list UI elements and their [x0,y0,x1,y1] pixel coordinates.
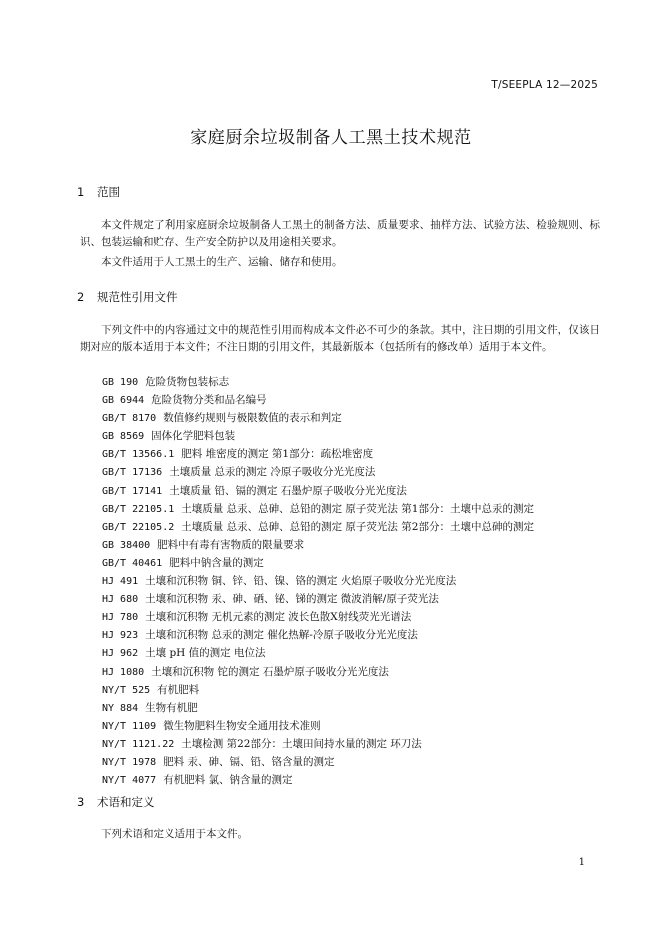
reference-code: NY/T 4077 [102,775,157,787]
reference-item [102,373,534,391]
reference-title: 固体化学肥料包装 [151,430,236,443]
reference-item [102,554,534,572]
section-number: 2 [77,290,85,304]
reference-title: 土壤和沉积物 无机元素的测定 波长色散X射线荧光光谱法 [145,611,412,624]
reference-code: GB 190 [102,377,139,388]
reference-item [102,753,534,771]
section-heading-normative-references [77,289,178,305]
reference-title: 土壤质量 铅、镉的测定 石墨炉原子吸收分光光度法 [169,484,407,497]
reference-title: 土壤和沉积物 铜、锌、铅、镍、铬的测定 火焰原子吸收分光光度法 [145,575,457,588]
reference-title: 有机肥料 [157,683,200,696]
reference-title: 土壤和沉积物 铊的测定 石墨炉原子吸收分光光度法 [151,665,389,678]
section-number: 3 [77,795,85,809]
reference-code: NY/T 525 [102,684,151,696]
reference-title: 有机肥料 氯、钠含量的测定 [163,774,293,787]
document-title: 家庭厨余垃圾制备人工黑土技术规范 [190,128,472,148]
document-code: T/SEEPLA 12—2025 [491,79,598,91]
reference-title: 危险货物包装标志 [145,376,230,388]
reference-code: GB/T 40461 [102,557,163,569]
paragraph: 本文件规定了利用家庭厨余垃圾制备人工黑土的制备方法、质量要求、抽样方法、试验方法、检验规则、标识、包装运输和贮存、生产安全防护以及用途相关要求。 [80,219,600,248]
reference-title: 土壤 pH 值的测定 电位法 [145,647,266,660]
reference-item [102,536,534,554]
reference-item [102,626,534,644]
reference-title: 肥料 堆密度的测定 第1部分：疏松堆密度 [181,448,374,461]
reference-item [102,717,534,735]
reference-code: GB 38400 [102,539,151,551]
reference-item [102,572,534,590]
reference-code: GB/T 8170 [102,413,157,425]
reference-item [102,409,534,427]
paragraph: 本文件适用于人工黑土的生产、运输、储存和使用。 [101,256,343,268]
reference-code: GB 6944 [102,395,145,407]
reference-code: GB/T 17141 [102,485,163,497]
reference-code: HJ 491 [102,576,139,588]
reference-code: HJ 962 [102,648,139,660]
reference-code: NY 884 [102,702,139,714]
reference-title: 土壤质量 总汞、总砷、总铅的测定 原子荧光法 第2部分：土壤中总砷的测定 [181,520,534,533]
reference-item [102,735,534,753]
reference-item [102,427,534,445]
reference-list [102,373,534,789]
reference-code: GB/T 13566.1 [102,449,175,461]
reference-title: 土壤和沉积物 汞、砷、硒、铋、锑的测定 微波消解/原子荧光法 [145,593,439,606]
reference-title: 土壤检测 第22部分：土壤田间持水量的测定 环刀法 [181,737,422,750]
reference-title: 肥料 汞、砷、镉、铅、铬含量的测定 [163,755,335,768]
reference-code: NY/T 1121.22 [102,738,175,750]
section-heading-scope [77,184,120,200]
reference-code: HJ 923 [102,630,139,642]
reference-title: 微生物肥料生物安全通用技术准则 [163,719,321,732]
reference-code: HJ 1080 [102,666,145,678]
reference-item [102,482,534,500]
reference-code: NY/T 1978 [102,756,157,768]
reference-code: GB/T 22105.1 [102,503,175,515]
paragraph: 下列文件中的内容通过文中的规范性引用而构成本文件必不可少的条款。其中，注日期的引用文件，仅该日期对应的版本适用于本文件；不注日期的引用文件，其最新版本（包括所有的修改单）适用于本文件。 [80,324,600,353]
reference-item [102,518,534,536]
section-title: 范围 [97,185,120,199]
reference-code: HJ 680 [102,594,139,606]
reference-item [102,445,534,463]
section-heading-terms [77,794,155,810]
reference-item [102,608,534,626]
reference-title: 土壤质量 总汞、总砷、总铅的测定 原子荧光法 第1部分：土壤中总汞的测定 [181,502,534,515]
reference-item [102,644,534,662]
section-number: 1 [77,185,85,199]
reference-code: HJ 780 [102,612,139,624]
reference-title: 生物有机肥 [145,701,198,714]
reference-title: 危险货物分类和品名编号 [151,394,267,407]
reference-item [102,771,534,789]
reference-title: 肥料中有毒有害物质的限量要求 [157,538,305,551]
reference-item [102,500,534,518]
section-title: 规范性引用文件 [97,290,178,304]
reference-item [102,463,534,481]
paragraph: 下列术语和定义适用于本文件。 [101,828,248,840]
reference-title: 肥料中钠含量的测定 [169,556,264,569]
reference-code: GB 8569 [102,431,145,443]
section-title: 术语和定义 [97,795,155,809]
reference-item [102,590,534,608]
reference-code: GB/T 17136 [102,467,163,479]
reference-title: 土壤和沉积物 总汞的测定 催化热解-冷原子吸收分光光度法 [145,629,418,642]
reference-item [102,699,534,717]
reference-item [102,391,534,409]
reference-code: GB/T 22105.2 [102,521,175,533]
reference-title: 数值修约规则与极限数值的表示和判定 [163,412,342,425]
reference-code: NY/T 1109 [102,720,157,732]
page-number: 1 [578,857,585,868]
reference-item [102,681,534,699]
reference-item [102,663,534,681]
reference-title: 土壤质量 总汞的测定 冷原子吸收分光光度法 [169,466,376,479]
